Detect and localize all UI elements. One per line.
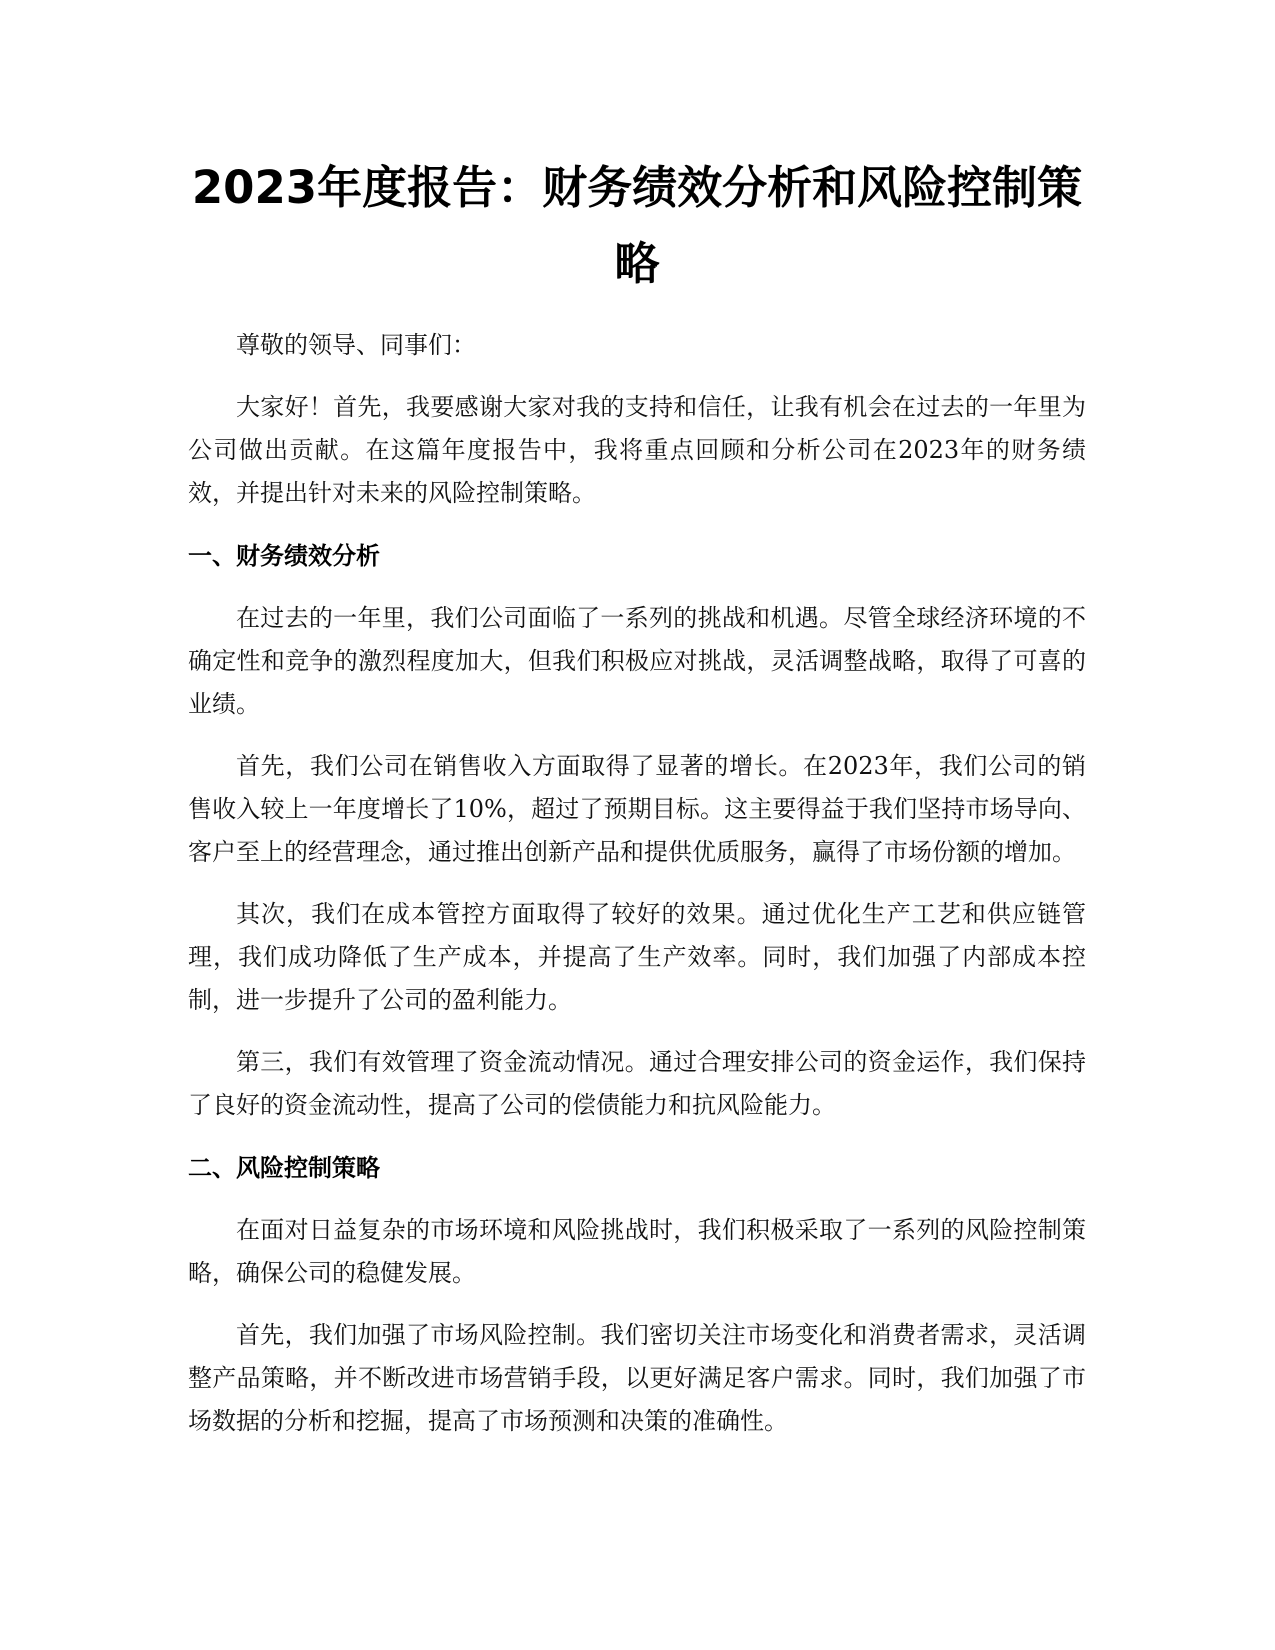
paragraph: 其次，我们在成本管控方面取得了较好的效果。通过优化生产工艺和供应链管理，我们成功降低了生产成本，并提高了生产效率。同时，我们加强了内部成本控制，进一步提升了公司的盈利能力。 [188,900,1086,1014]
paragraph: 在面对日益复杂的市场环境和风险挑战时，我们积极采取了一系列的风险控制策略，确保公司的稳健发展。 [188,1216,1086,1287]
document-body [188,150,1086,1443]
paragraph: 首先，我们加强了市场风险控制。我们密切关注市场变化和消费者需求，灵活调整产品策略，并不断改进市场营销手段，以更好满足客户需求。同时，我们加强了市场数据的分析和挖掘，提高了市场预测和决策的准确性。 [188,1321,1086,1435]
salutation: 尊敬的领导、同事们： [236,331,476,359]
section-heading-financial-performance: 一、财务绩效分析 [188,542,380,570]
section-heading-risk-control: 二、风险控制策略 [188,1154,380,1182]
intro-paragraph: 大家好！首先，我要感谢大家对我的支持和信任，让我有机会在过去的一年里为公司做出贡献。在这篇年度报告中，我将重点回顾和分析公司在2023年的财务绩效，并提出针对未来的风险控制策略。 [188,393,1086,507]
paragraph: 首先，我们公司在销售收入方面取得了显著的增长。在2023年，我们公司的销售收入较上一年度增长了10%，超过了预期目标。这主要得益于我们坚持市场导向、客户至上的经营理念，通过推出创新产品和提供优质服务，赢得了市场份额的增加。 [188,752,1086,866]
paragraph: 在过去的一年里，我们公司面临了一系列的挑战和机遇。尽管全球经济环境的不确定性和竞争的激烈程度加大，但我们积极应对挑战，灵活调整战略，取得了可喜的业绩。 [188,604,1086,718]
paragraph: 第三，我们有效管理了资金流动情况。通过合理安排公司的资金运作，我们保持了良好的资金流动性，提高了公司的偿债能力和抗风险能力。 [188,1048,1086,1119]
document-title: 2023年度报告：财务绩效分析和风险控制策略 [191,161,1083,290]
